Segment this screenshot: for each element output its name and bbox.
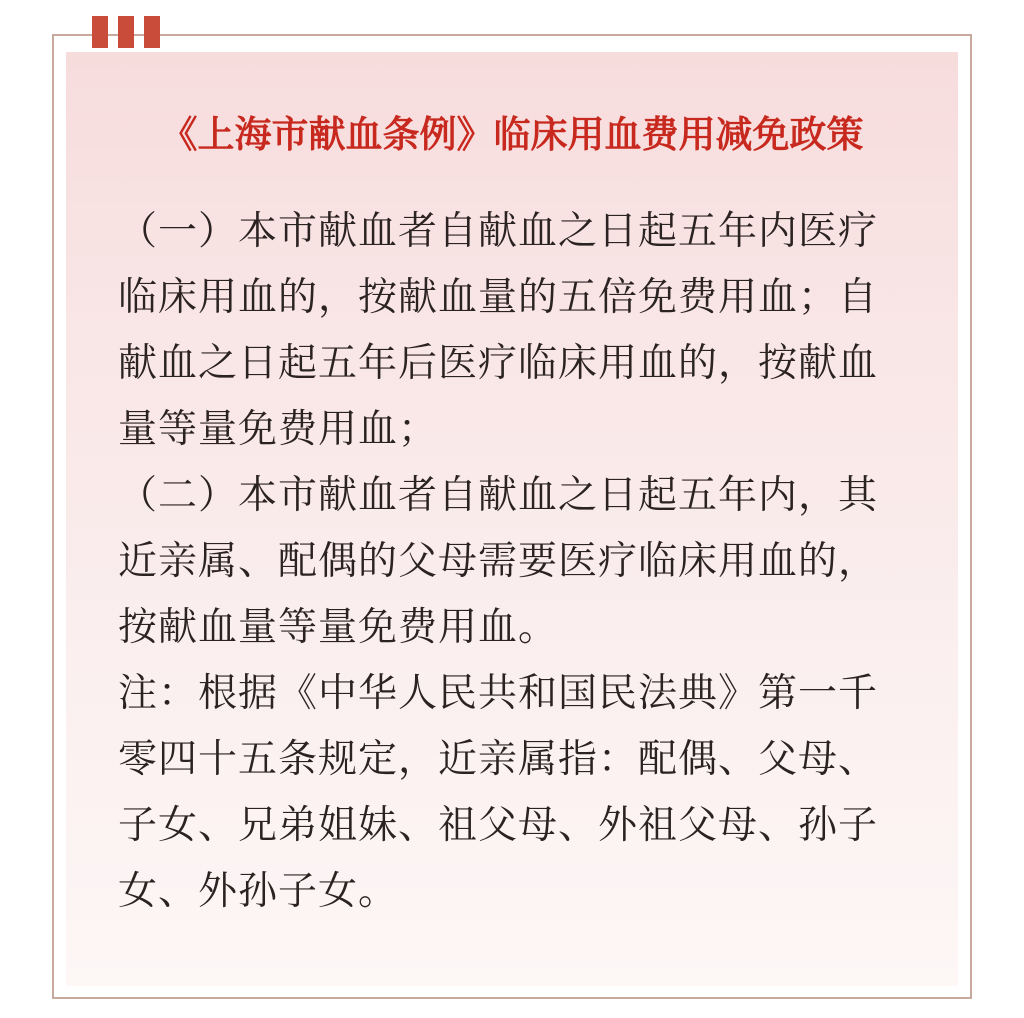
policy-line: 量等量免费用血； xyxy=(118,407,439,452)
policy-line: 临床用血的，按献血量的五倍免费用血；自 xyxy=(118,275,879,320)
policy-line: （二）本市献血者自献血之日起五年内，其 xyxy=(118,473,879,518)
note-line: 注：根据《中华人民共和国民法典》第一千 xyxy=(118,671,879,716)
document-title: 《上海市献血条例》临床用血费用减免政策 xyxy=(160,113,864,156)
decor-bar-2 xyxy=(118,16,134,48)
note-line: 子女、兄弟姐妹、祖父母、外祖父母、孙子 xyxy=(118,803,879,848)
policy-line: 献血之日起五年后医疗临床用血的，按献血 xyxy=(118,341,879,386)
decor-bar-1 xyxy=(92,16,108,48)
note-line: 零四十五条规定，近亲属指：配偶、父母、 xyxy=(118,737,879,782)
policy-line: 按献血量等量免费用血。 xyxy=(118,605,559,650)
note-line: 女、外孙子女。 xyxy=(118,869,399,914)
policy-line: 近亲属、配偶的父母需要医疗临床用血的， xyxy=(118,539,879,584)
policy-body xyxy=(118,199,908,925)
decor-bar-3 xyxy=(144,16,160,48)
policy-line: （一）本市献血者自献血之日起五年内医疗 xyxy=(118,209,879,254)
